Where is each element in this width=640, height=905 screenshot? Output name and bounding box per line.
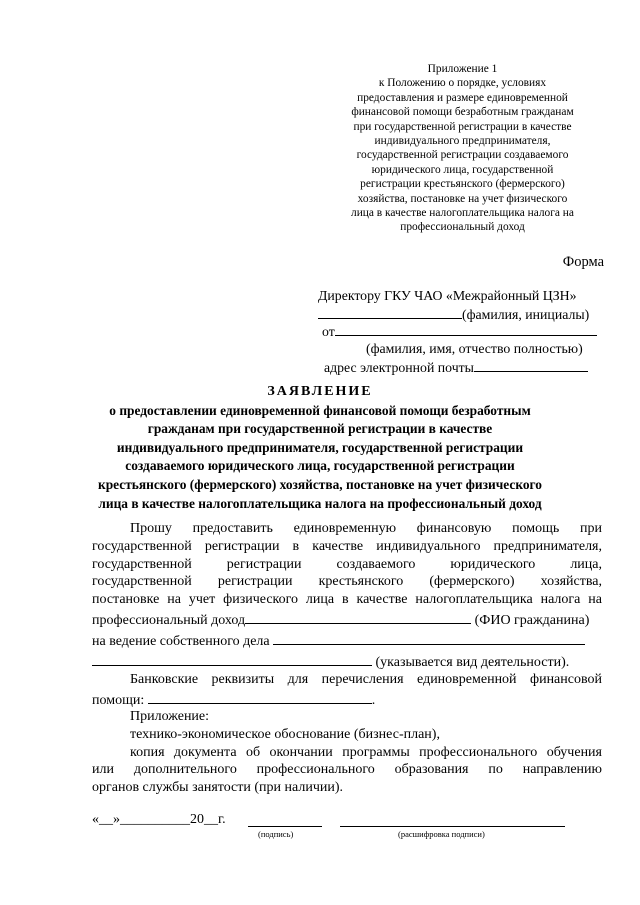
request-line: государственной регистрации в качестве индивидуального предпринимателя, xyxy=(92,538,602,554)
attachments-section xyxy=(92,708,602,797)
email-label: адрес электронной почты xyxy=(324,360,474,375)
bank-row: помощи: . xyxy=(92,689,602,710)
date-field[interactable]: «__»__________20__г. xyxy=(92,812,226,827)
request-line: Прошу предоставить единовременную финансовую помощь при xyxy=(130,521,602,536)
email-row xyxy=(324,357,588,378)
bank-label: помощи: xyxy=(92,693,145,709)
activity-hint: (указывается вид деятельности). xyxy=(375,654,570,670)
business-row xyxy=(92,630,602,651)
title-line: создаваемого юридического лица, государственной регистрации xyxy=(125,458,515,474)
title-main: ЗАЯВЛЕНИЕ xyxy=(267,384,373,399)
title-line: индивидуального предпринимателя, государственной регистрации xyxy=(116,439,524,455)
addressee-name-hint: (фамилия, инициалы) xyxy=(462,307,590,322)
addressee-to: Директору ГКУ ЧАО «Межрайонный ЦЗН» xyxy=(318,288,577,303)
attachment-item: или дополнительного профессионального образования по направлению xyxy=(92,762,602,778)
appendix-header xyxy=(330,62,595,235)
document-title xyxy=(60,383,580,513)
appendix-line: при государственной регистрации в качестве xyxy=(353,120,572,133)
signature-decoding-field[interactable] xyxy=(340,812,565,827)
request-line: государственной регистрации крестьянского (фермерского) хозяйства, xyxy=(92,574,602,590)
from-label: от xyxy=(322,324,335,339)
request-paragraph xyxy=(92,520,602,710)
appendix-line: к Положению о порядке, условиях xyxy=(378,77,547,90)
from-name-field[interactable] xyxy=(335,321,597,336)
activity-row xyxy=(92,651,602,672)
business-label: на ведение собственного дела xyxy=(92,633,270,649)
activity-field[interactable] xyxy=(92,651,372,666)
attachment-item: органов службы занятости (при наличии). xyxy=(92,780,344,796)
bank-line: Банковские реквизиты для перечисления единовременной финансовой xyxy=(130,672,602,688)
form-label: Форма xyxy=(562,254,604,270)
attachment-item: копия документа об окончании программы профессионального обучения xyxy=(130,744,602,760)
title-line: гражданам при государственной регистрации в качестве xyxy=(147,421,493,437)
appendix-line: индивидуального предпринимателя, xyxy=(374,135,551,148)
title-line: о предоставлении единовременной финансовой помощи безработным xyxy=(109,402,531,418)
request-line: постановке на учет физического лица в качестве налогоплательщика налога на xyxy=(92,592,602,608)
bank-details-field[interactable] xyxy=(148,689,372,704)
appendix-line: регистрации крестьянского (фермерского) xyxy=(360,178,565,191)
signature-hint: (подпись) xyxy=(258,829,294,839)
addressee-name-field[interactable] xyxy=(318,304,462,319)
business-field[interactable] xyxy=(273,630,585,645)
decoding-hint: (расшифровка подписи) xyxy=(398,829,485,839)
appendix-line: хозяйства, постановке на учет физического xyxy=(357,192,568,205)
title-line: лица в качестве налогоплательщика налога на профессиональный доход xyxy=(98,495,542,511)
appendix-line: финансовой помощи безработным гражданам xyxy=(351,106,574,119)
citizen-fio-field[interactable] xyxy=(245,609,471,624)
appendix-line: государственной регистрации создаваемого xyxy=(356,149,569,162)
from-hint: (фамилия, имя, отчество полностью) xyxy=(366,341,583,356)
request-line: государственной регистрации создаваемого юридического лица, xyxy=(92,556,602,572)
email-field[interactable] xyxy=(474,357,588,372)
prof-income-row xyxy=(92,609,602,630)
fio-hint: (ФИО гражданина) xyxy=(474,612,590,628)
appendix-line: предоставления и размере единовременной xyxy=(357,91,568,104)
attachments-label: Приложение: xyxy=(130,709,210,724)
appendix-line: профессиональный доход xyxy=(400,221,525,234)
prof-income-label: профессиональный доход xyxy=(92,612,246,628)
title-line: крестьянского (фермерского) хозяйства, постановке на учет физического xyxy=(97,476,542,492)
appendix-line: лица в качестве налогоплательщика налога на xyxy=(351,207,574,220)
signature-field[interactable] xyxy=(248,812,322,827)
attachment-item: технико-экономическое обоснование (бизнес-план), xyxy=(130,726,440,742)
appendix-line: Приложение 1 xyxy=(427,63,498,75)
appendix-line: юридического лица, государственной xyxy=(371,163,554,176)
